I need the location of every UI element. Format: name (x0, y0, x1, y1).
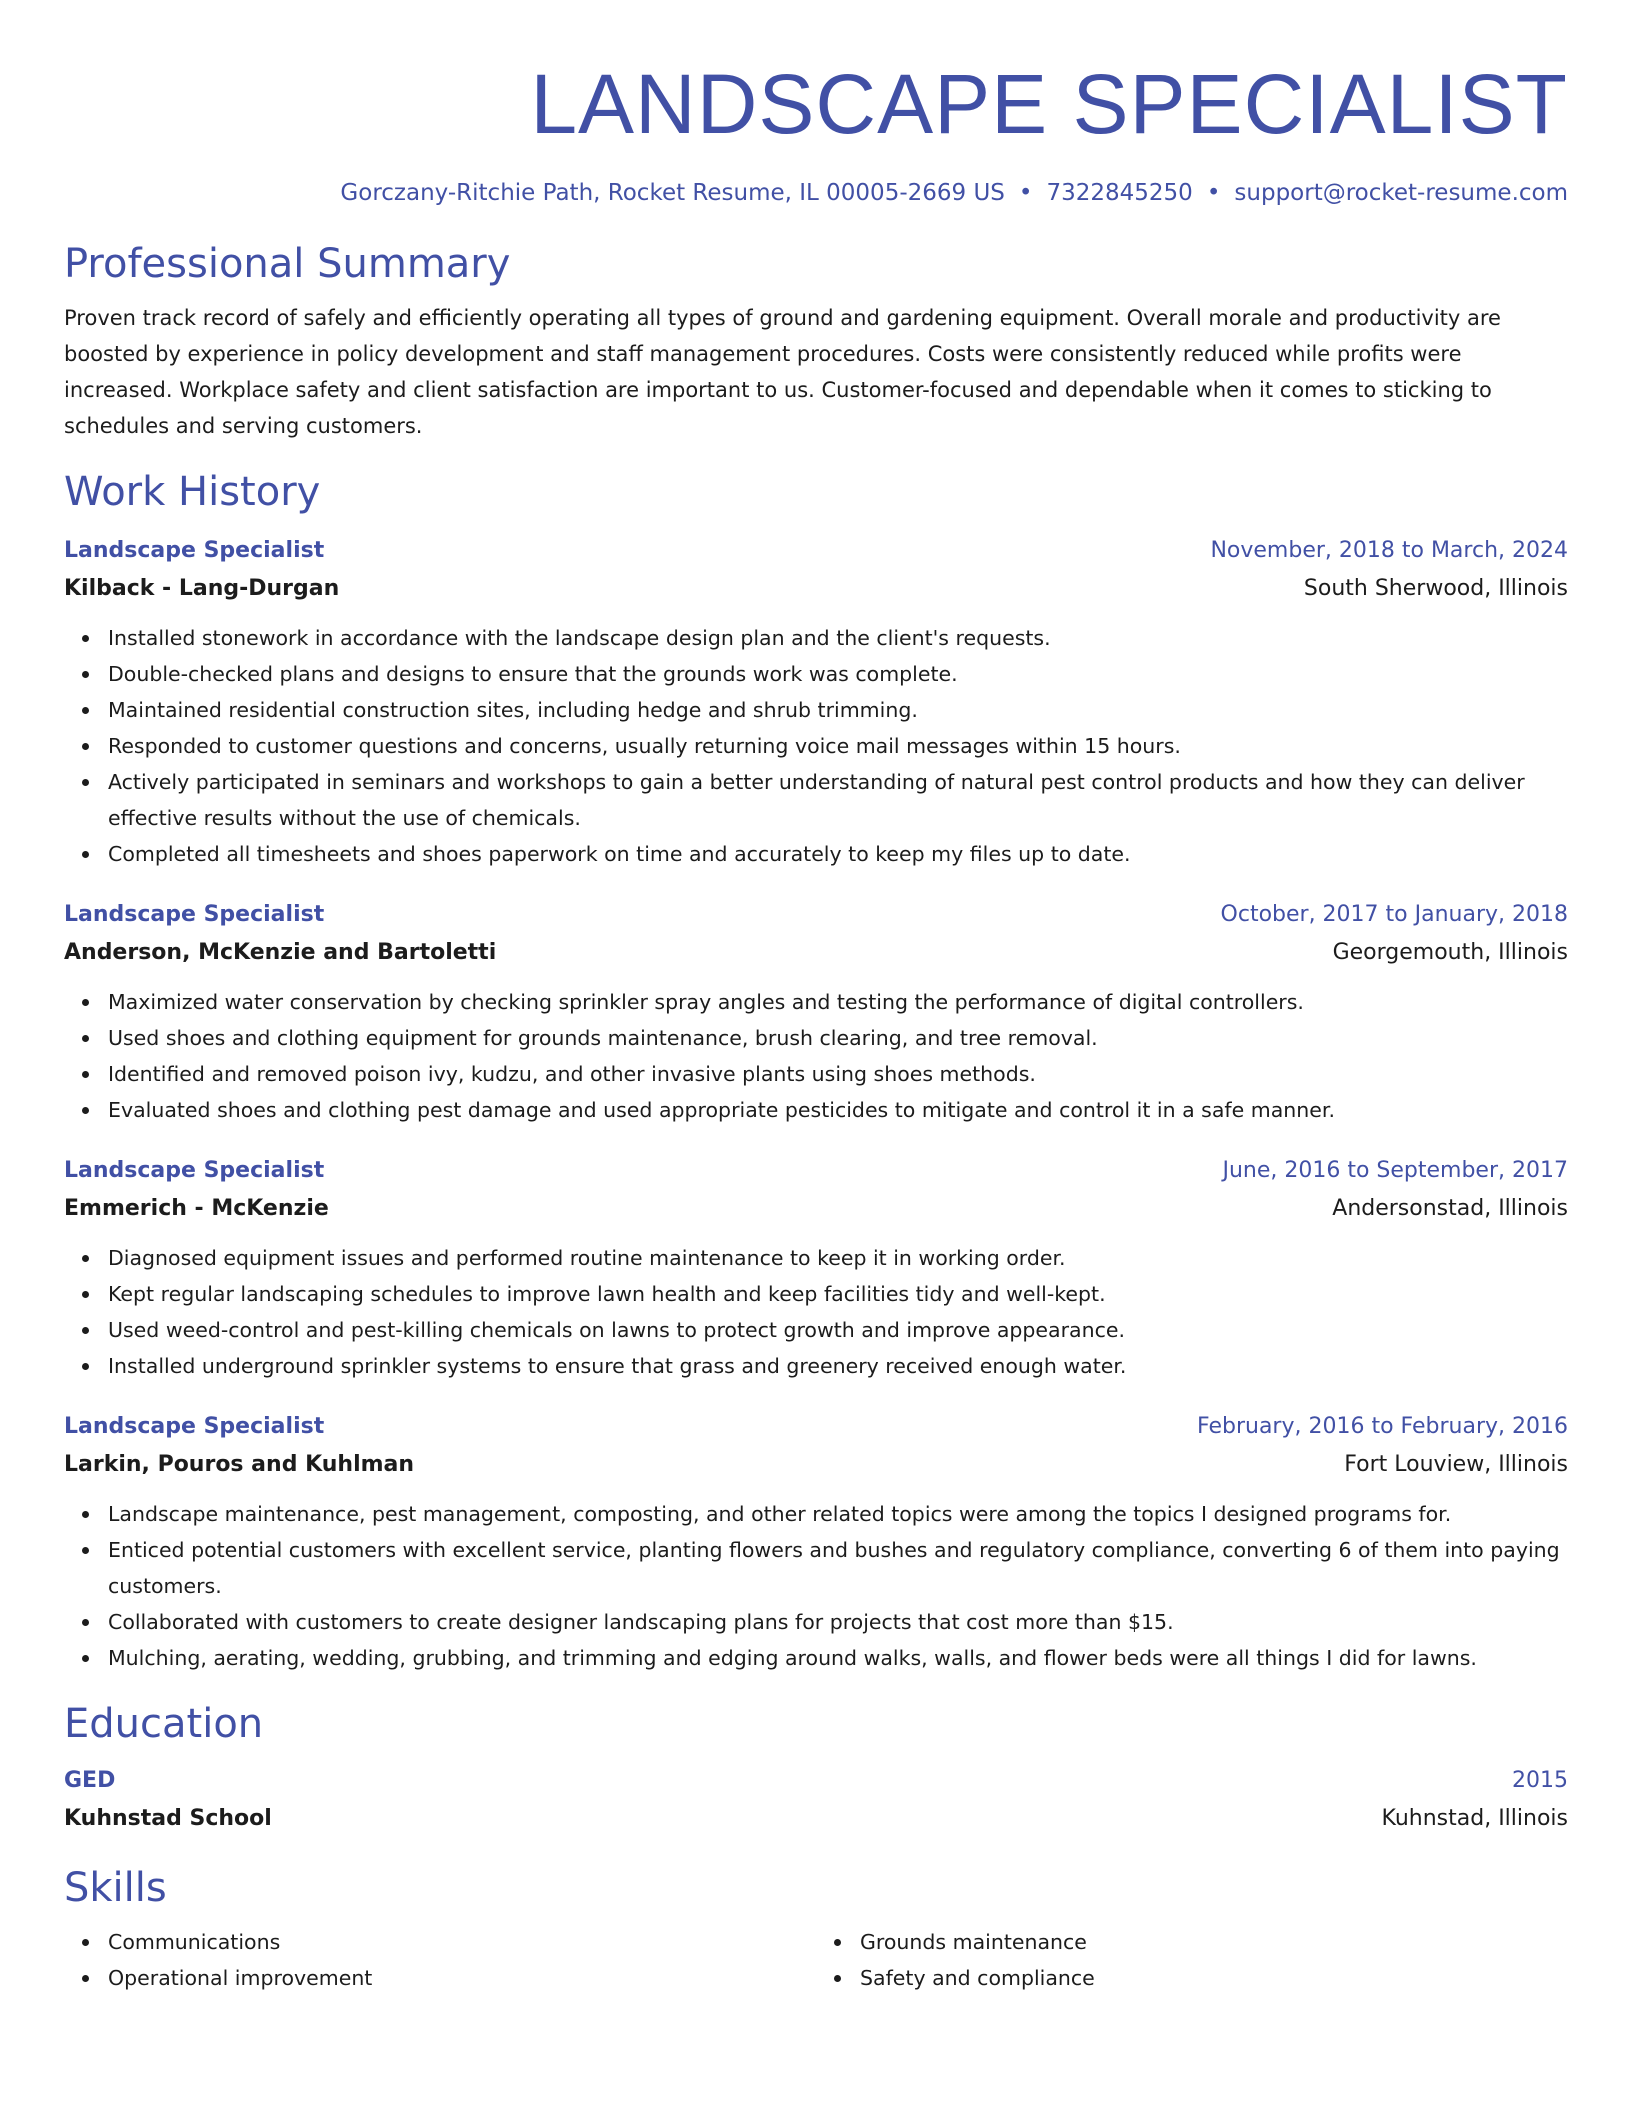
section-title-education: Education (64, 1701, 264, 1747)
skills-list (64, 1924, 1568, 1996)
list-item: Used shoes and clothing equipment for grounds maintenance, brush clearing, and tree removal. (108, 1020, 1568, 1056)
list-item: Diagnosed equipment issues and performed routine maintenance to keep it in working order. (108, 1240, 1568, 1276)
contact-line (64, 176, 1568, 210)
job-title: Landscape Specialist (64, 1158, 325, 1183)
list-item: Mulching, aerating, wedding, grubbing, and trimming and edging around walks, walls, and flower beds were all things I did for lawns. (108, 1640, 1568, 1676)
job-location: Georgemouth, Illinois (1332, 940, 1568, 965)
contact-separator: • (1206, 180, 1221, 206)
job-location: South Sherwood, Illinois (1303, 576, 1568, 601)
section-title-summary: Professional Summary (64, 241, 511, 287)
job-company: Kilback - Lang-Durgan (64, 576, 340, 601)
list-item: Completed all timesheets and shoes paperwork on time and accurately to keep my files up to date. (108, 836, 1568, 872)
job-dates: June, 2016 to September, 2017 (1222, 1158, 1568, 1183)
job-title: Landscape Specialist (64, 1414, 325, 1439)
education-degree: GED (64, 1768, 116, 1793)
education-entry (64, 1762, 1568, 1838)
list-item: Landscape maintenance, pest management, composting, and other related topics were among the topics I designed programs for. (108, 1496, 1568, 1532)
job-bullets (64, 1496, 1568, 1676)
job-entry (64, 1408, 1568, 1676)
list-item: Kept regular landscaping schedules to improve lawn health and keep facilities tidy and well-kept. (108, 1276, 1568, 1312)
job-dates: October, 2017 to January, 2018 (1220, 902, 1568, 927)
job-title: Landscape Specialist (64, 902, 325, 927)
list-item: Actively participated in seminars and workshops to gain a better understanding of natural pest control products and how they can deliver effective results without the use of chemicals. (108, 764, 1568, 836)
summary-text: Proven track record of safely and efficiently operating all types of ground and gardening equipment. Overall morale and productivity are boosted by experience in policy development and staff management procedures. Costs were consistently reduced while profits were increased. Workplace safety and client satisfaction are important to us. Customer-focused and dependable when it comes to sticking to schedules and serving customers. (64, 306, 1501, 438)
list-item: Identified and removed poison ivy, kudzu, and other invasive plants using shoes methods. (108, 1056, 1568, 1092)
list-item: Evaluated shoes and clothing pest damage and used appropriate pesticides to mitigate and control it in a safe manner. (108, 1092, 1568, 1128)
resume-page (64, 0, 1568, 1996)
contact-phone[interactable]: 7322845250 (1046, 180, 1193, 206)
education-location: Kuhnstad, Illinois (1381, 1806, 1568, 1831)
job-entry (64, 1152, 1568, 1384)
job-dates: November, 2018 to March, 2024 (1210, 538, 1568, 563)
skill-item: Communications (108, 1924, 816, 1960)
section-title-skills: Skills (64, 1865, 167, 1911)
list-item: Double-checked plans and designs to ensure that the grounds work was complete. (108, 656, 1568, 692)
job-bullets (64, 984, 1568, 1128)
job-location: Andersonstad, Illinois (1332, 1196, 1568, 1221)
skills-column-1 (64, 1924, 816, 1996)
list-item: Responded to customer questions and concerns, usually returning voice mail messages within 15 hours. (108, 728, 1568, 764)
contact-email[interactable]: support@rocket-resume.com (1234, 180, 1568, 206)
job-bullets (64, 1240, 1568, 1384)
job-company: Emmerich - McKenzie (64, 1196, 329, 1221)
list-item: Maximized water conservation by checking sprinkler spray angles and testing the performance of digital controllers. (108, 984, 1568, 1020)
list-item: Maintained residential construction sites, including hedge and shrub trimming. (108, 692, 1568, 728)
job-entry (64, 896, 1568, 1128)
job-company: Larkin, Pouros and Kuhlman (64, 1452, 415, 1477)
contact-separator: • (1018, 180, 1033, 206)
skill-item: Grounds maintenance (860, 1924, 1568, 1960)
skills-column-2 (816, 1924, 1568, 1996)
list-item: Used weed-control and pest-killing chemicals on lawns to protect growth and improve appearance. (108, 1312, 1568, 1348)
list-item: Installed stonework in accordance with the landscape design plan and the client's requests. (108, 620, 1568, 656)
list-item: Collaborated with customers to create designer landscaping plans for projects that cost more than $15. (108, 1604, 1568, 1640)
education-school: Kuhnstad School (64, 1806, 272, 1831)
job-entry (64, 532, 1568, 872)
job-company: Anderson, McKenzie and Bartoletti (64, 940, 497, 965)
section-title-work-history: Work History (64, 469, 321, 515)
skill-item: Safety and compliance (860, 1960, 1568, 1996)
job-location: Fort Louview, Illinois (1344, 1452, 1568, 1477)
education-year: 2015 (1512, 1768, 1568, 1793)
job-bullets (64, 620, 1568, 872)
skill-item: Operational improvement (108, 1960, 816, 1996)
candidate-name: LANDSCAPE SPECIALIST (530, 57, 1568, 151)
list-item: Installed underground sprinkler systems to ensure that grass and greenery received enough water. (108, 1348, 1568, 1384)
list-item: Enticed potential customers with excellent service, planting flowers and bushes and regulatory compliance, converting 6 of them into paying customers. (108, 1532, 1568, 1604)
contact-address: Gorczany-Ritchie Path, Rocket Resume, IL 00005-2669 US (340, 180, 1005, 206)
job-title: Landscape Specialist (64, 538, 325, 563)
job-dates: February, 2016 to February, 2016 (1197, 1414, 1568, 1439)
